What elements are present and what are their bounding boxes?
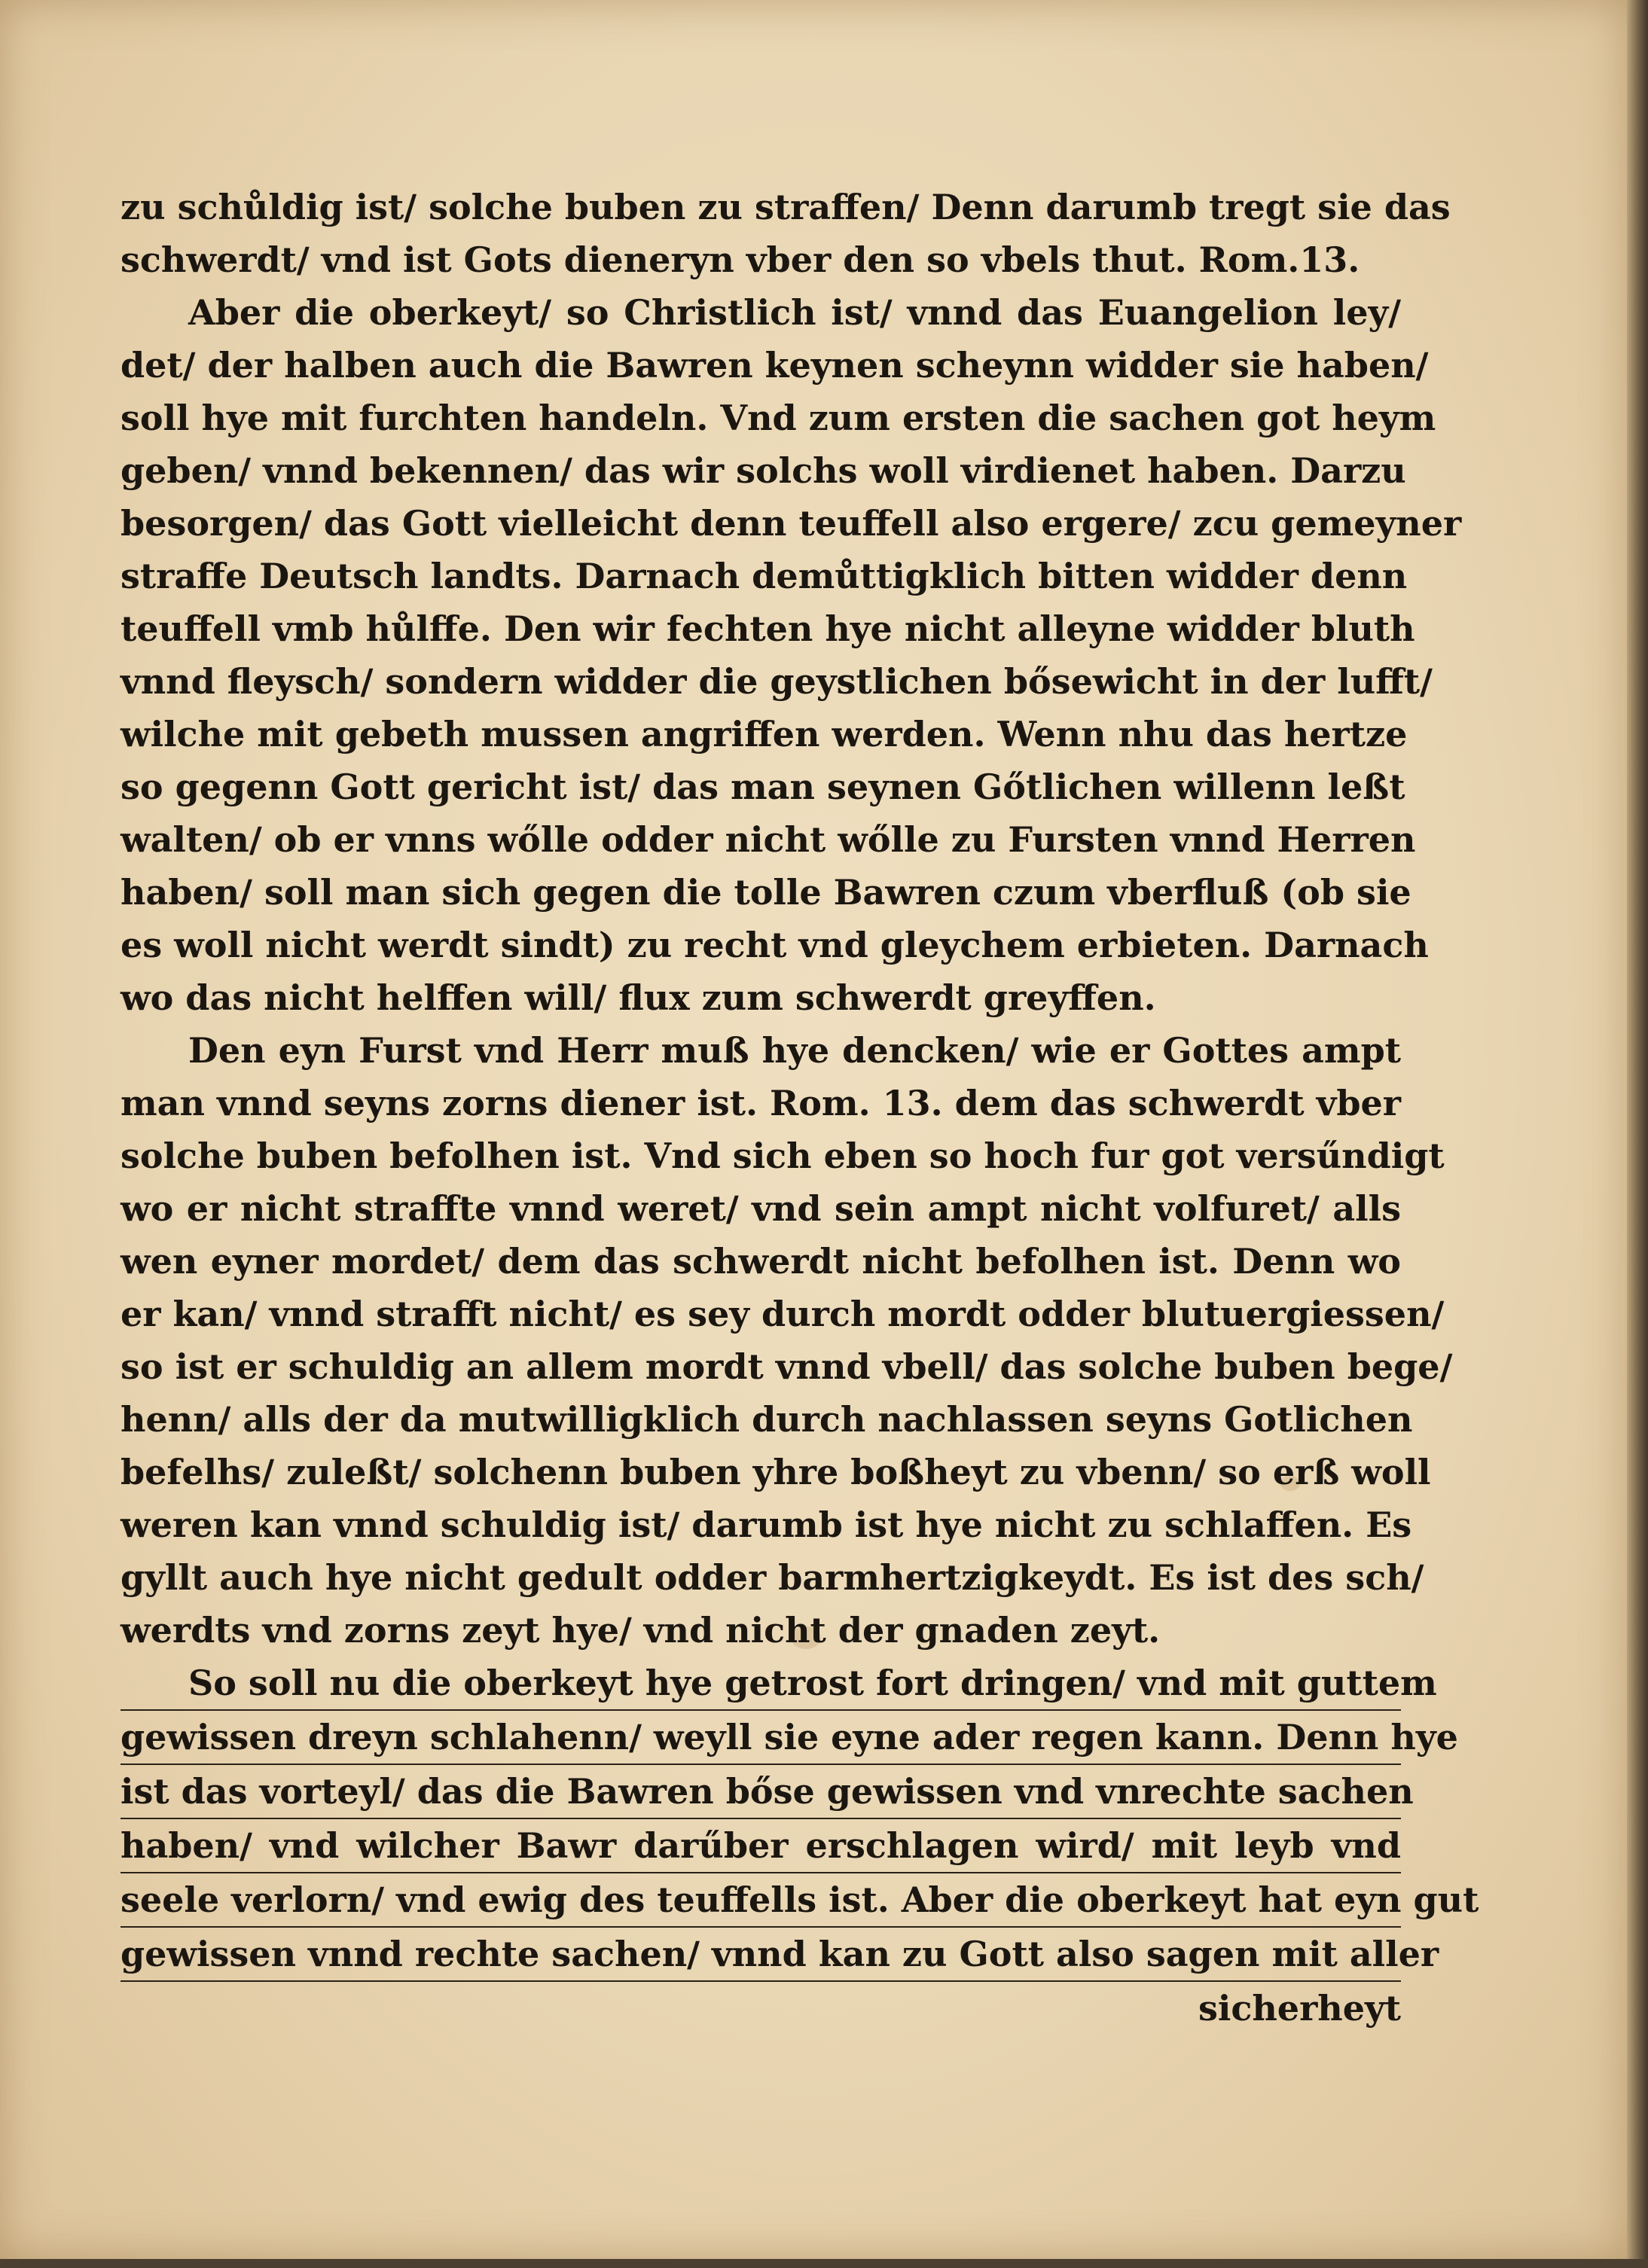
text-line-7: besorgen/ das Gott vielleicht denn teuffell also ergere/ zcu gemeyner [121, 503, 1462, 544]
text-line-23: so ist er schuldig an allem mordt vnnd vbell/ das solche buben bege/ [121, 1346, 1453, 1387]
book-edge [1627, 0, 1648, 2268]
text-line-32: haben/ vnd wilcher Bawr darűber erschlagen wird/ mit leyb vnd [121, 1819, 1401, 1873]
text-line-34: gewissen vnnd rechte sachen/ vnnd kan zu Gott also sagen mit aller [121, 1928, 1401, 1982]
text-line-8: straffe Deutsch landts. Darnach demůttigklich bitten widder denn [121, 556, 1408, 596]
text-line-14: haben/ soll man sich gegen die tolle Bawren czum vberfluß (ob sie [121, 872, 1411, 913]
text-line-30: gewissen dreyn schlahenn/ weyll sie eyne ader regen kann. Denn hye [121, 1711, 1401, 1765]
text-line-22: er kan/ vnnd strafft nicht/ es sey durch mordt odder blutuergiessen/ [121, 1294, 1445, 1334]
text-line-11: wilche mit gebeth mussen angriffen werden. Wenn nhu das hertze [121, 714, 1408, 754]
text-line-28: werdts vnd zorns zeyt hye/ vnd nicht der gnaden zeyt. [121, 1610, 1161, 1651]
text-line-5: soll hye mit furchten handeln. Vnd zum ersten die sachen got heym [121, 398, 1436, 438]
text-line-10: vnnd fleysch/ sondern widder die geystlichen bősewicht in der lufft/ [121, 661, 1433, 702]
text-line-12: so gegenn Gott gericht ist/ das man seynen Gőtlichen willenn leßt [121, 767, 1405, 807]
text-line-27: gyllt auch hye nicht gedult odder barmhertzigkeydt. Es ist des sch/ [121, 1557, 1424, 1598]
text-line-6: geben/ vnnd bekennen/ das wir solchs woll virdienet haben. Darzu [121, 450, 1406, 491]
text-line-20: wo er nicht straffte vnnd weret/ vnd sein ampt nicht volfuret/ alls [121, 1188, 1401, 1229]
text-line-25: befelhs/ zuleßt/ solchenn buben yhre boßheyt zu vbenn/ so erß woll [121, 1452, 1431, 1492]
text-line-15: es woll nicht werdt sindt) zu recht vnd gleychem erbieten. Darnach [121, 925, 1429, 965]
text-line-16: wo das nicht helffen will/ flux zum schwerdt greyffen. [121, 977, 1156, 1018]
text-line-13: walten/ ob er vnns wőlle odder nicht wőlle zu Fursten vnnd Herren [121, 819, 1416, 860]
page-text [121, 181, 1479, 2035]
text-line-3: Aber die oberkeyt/ so Christlich ist/ vnnd das Euangelion ley/ [188, 292, 1401, 333]
text-line-24: henn/ alls der da mutwilligklich durch nachlassen seyns Gotlichen [121, 1399, 1413, 1440]
catchword: sicherheyt [1198, 1988, 1401, 2029]
text-line-4: det/ der halben auch die Bawren keynen scheynn widder sie haben/ [121, 345, 1429, 386]
text-line-17: Den eyn Furst vnd Herr muß hye dencken/ wie er Gottes ampt [188, 1030, 1401, 1071]
text-line-18: man vnnd seyns zorns diener ist. Rom. 13. dem das schwerdt vber [121, 1083, 1401, 1123]
book-edge-bottom [0, 2259, 1648, 2268]
text-line-31: ist das vorteyl/ das die Bawren bőse gewissen vnd vnrechte sachen [121, 1765, 1401, 1819]
text-line-33: seele verlorn/ vnd ewig des teuffells ist. Aber die oberkeyt hat eyn gut [121, 1873, 1401, 1928]
text-line-29: So soll nu die oberkeyt hye getrost fort dringen/ vnd mit guttem [121, 1657, 1401, 1711]
text-line-19: solche buben befolhen ist. Vnd sich eben so hoch fur got versűndigt [121, 1136, 1445, 1176]
text-line-1: zu schůldig ist/ solche buben zu straffen/ Denn darumb tregt sie das [121, 187, 1451, 227]
text-line-21: wen eyner mordet/ dem das schwerdt nicht befolhen ist. Denn wo [121, 1241, 1401, 1282]
text-line-2: schwerdt/ vnd ist Gots dieneryn vber den so vbels thut. Rom.13. [121, 239, 1360, 280]
text-line-26: weren kan vnnd schuldig ist/ darumb ist hye nicht zu schlaffen. Es [121, 1504, 1412, 1545]
text-line-9: teuffell vmb hůlffe. Den wir fechten hye nicht alleyne widder bluth [121, 608, 1415, 649]
